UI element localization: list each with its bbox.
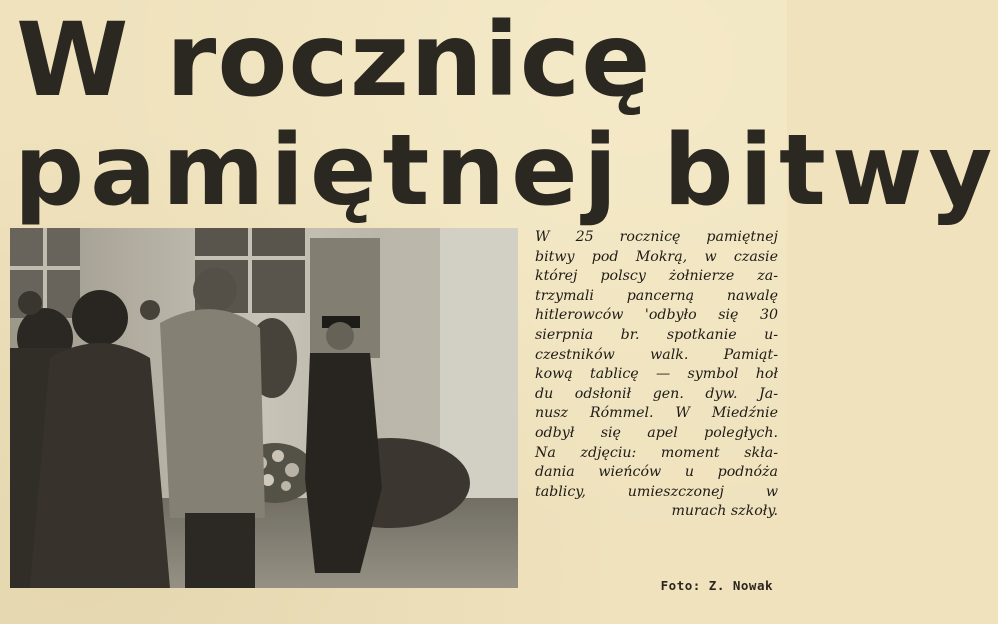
caption-line: hitlerowców 'odbyło się 30	[535, 307, 778, 324]
caption-line: nusz Rómmel. W Miedźnie	[535, 405, 778, 422]
caption-line: W 25 rocznicę pamiętnej	[535, 229, 778, 245]
photo-caption	[535, 228, 778, 522]
photo-credit: Foto: Z. Nowak	[660, 578, 773, 593]
caption-line: kową tablicę — symbol hoł	[535, 366, 778, 383]
caption-line: dania wieńców u podnóża	[535, 464, 778, 481]
caption-line: sierpnia br. spotkanie u-	[535, 326, 778, 343]
caption-line: trzymali pancerną nawalę	[535, 287, 778, 304]
headline-line-1: W rocznicę	[16, 1, 652, 120]
caption-line: tablicy, umieszczonej w	[535, 483, 778, 500]
caption-line: której polscy żołnierze za-	[535, 268, 778, 285]
news-photo	[10, 228, 518, 588]
caption-line: czestników walk. Pamiąt-	[535, 346, 778, 363]
headline-line-2: pamiętnej bitwy	[14, 114, 998, 228]
caption-line: odbył się apel poległych.	[535, 424, 778, 441]
caption-line: bitwy pod Mokrą, w czasie	[535, 248, 778, 265]
caption-line: murach szkoły.	[671, 503, 778, 520]
caption-line: Na zdjęciu: moment skła-	[535, 444, 778, 461]
caption-line: du odsłonił gen. dyw. Ja-	[535, 385, 778, 402]
